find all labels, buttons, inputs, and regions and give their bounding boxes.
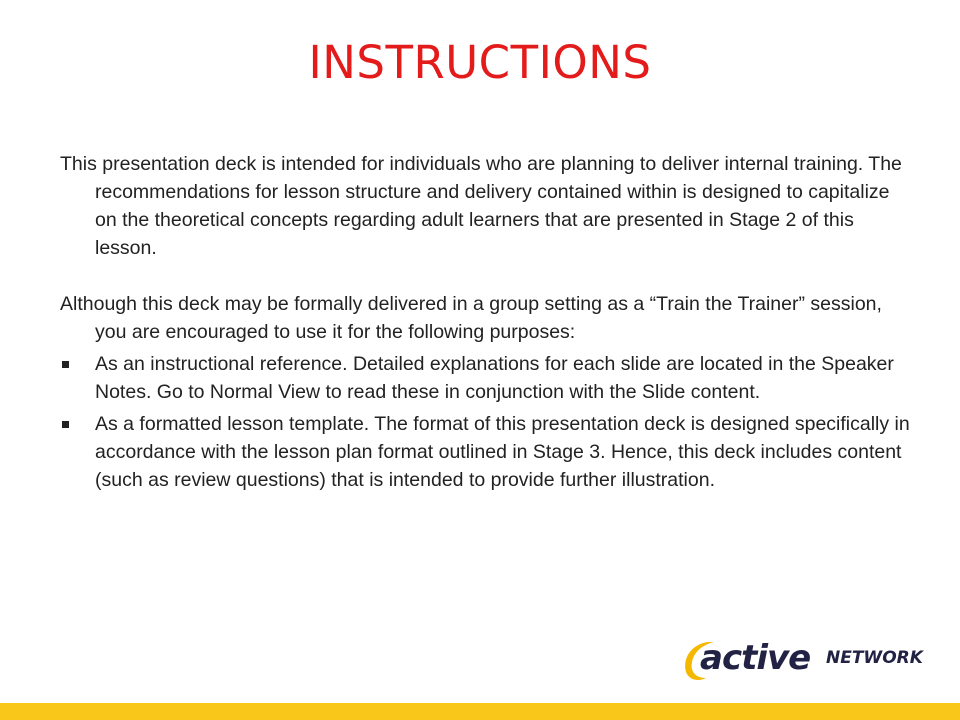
square-bullet-icon: [62, 361, 69, 368]
list-item: [60, 350, 910, 406]
intro-paragraph: This presentation deck is intended for individuals who are planning to deliver internal training. The recommendations for lesson structure and delivery contained within is designed to capitalize on the theoretical concepts regarding adult learners that are presented in Stage 2 of this lesson.: [60, 153, 902, 259]
slide-title: INSTRUCTIONS: [308, 36, 652, 89]
slide-body: [60, 150, 910, 494]
square-bullet-icon: [62, 421, 69, 428]
logo-brand-text: active: [700, 638, 811, 678]
list-item: [60, 410, 910, 494]
purposes-paragraph: Although this deck may be formally delivered in a group setting as a “Train the Trainer” session, you are encouraged to use it for the following purposes:: [60, 293, 882, 343]
list-item-text: As an instructional reference. Detailed explanations for each slide are located in the Speaker Notes. Go to Normal View to read these in conjunction with the Slide content.: [95, 353, 894, 403]
purposes-list: [60, 350, 910, 494]
active-network-logo: [678, 636, 930, 686]
footer-bar: [0, 703, 960, 720]
logo-suffix-text: NETWORK: [826, 648, 923, 668]
paragraph-spacer: [60, 262, 910, 290]
list-item-text: As a formatted lesson template. The format of this presentation deck is designed specifically in accordance with the lesson plan format outlined in Stage 3. Hence, this deck includes content (such as review questions) that is intended to provide further illustration.: [95, 413, 910, 491]
